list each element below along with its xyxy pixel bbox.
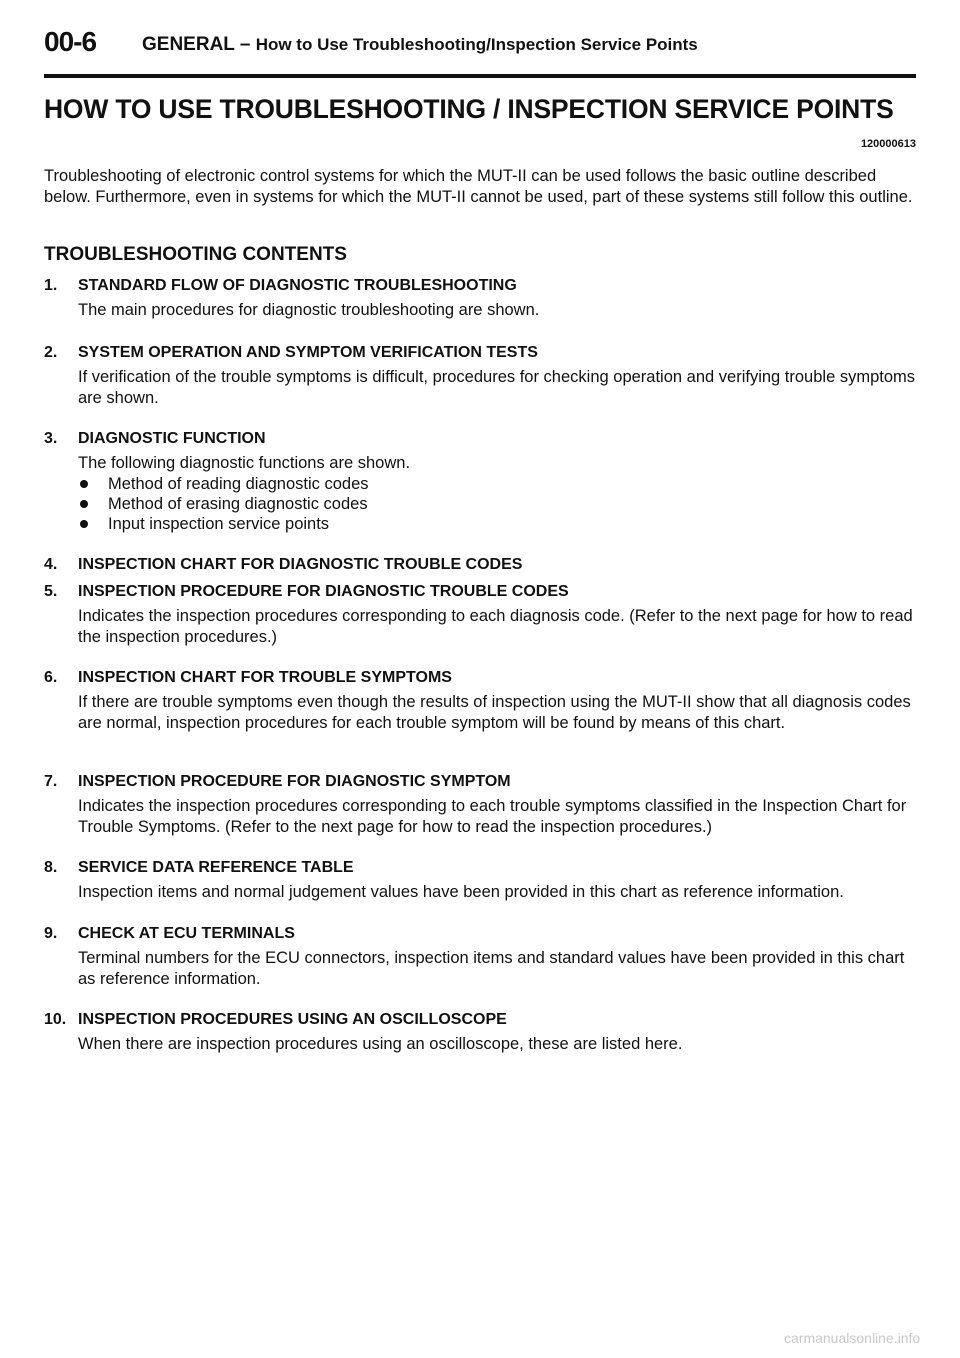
section-9 bbox=[44, 924, 916, 990]
running-head bbox=[142, 34, 698, 56]
section-description: Inspection items and normal judgement values have been provided in this chart as reference information. bbox=[78, 883, 844, 901]
section-number: 9. bbox=[44, 925, 58, 942]
bullet-icon bbox=[80, 500, 88, 508]
contents-heading: TROUBLESHOOTING CONTENTS bbox=[44, 244, 347, 265]
section-number: 6. bbox=[44, 669, 58, 686]
section-title: INSPECTION PROCEDURES USING AN OSCILLOSCOPE bbox=[78, 1011, 507, 1028]
document-code: 120000613 bbox=[860, 138, 916, 150]
section-number: 4. bbox=[44, 556, 58, 573]
section-title: DIAGNOSTIC FUNCTION bbox=[78, 430, 266, 447]
page-title: HOW TO USE TROUBLESHOOTING / INSPECTION SERVICE POINTS bbox=[44, 94, 894, 124]
page-header bbox=[44, 26, 916, 78]
section-number: 3. bbox=[44, 430, 58, 447]
list-item-text: Method of erasing diagnostic codes bbox=[108, 495, 368, 513]
section-5 bbox=[44, 582, 916, 648]
section-title: INSPECTION PROCEDURE FOR DIAGNOSTIC SYMPTOM bbox=[78, 773, 511, 790]
section-number: 5. bbox=[44, 583, 58, 600]
section-heading bbox=[44, 276, 916, 296]
section-heading bbox=[44, 668, 916, 688]
header-rule bbox=[44, 74, 916, 78]
section-description: The following diagnostic functions are shown. bbox=[78, 454, 411, 472]
section-heading bbox=[44, 343, 916, 363]
section-3 bbox=[44, 429, 916, 534]
section-10 bbox=[44, 1010, 916, 1055]
bullet-icon bbox=[80, 480, 88, 488]
section-name: GENERAL bbox=[142, 34, 235, 55]
section-2 bbox=[44, 343, 916, 409]
section-number: 7. bbox=[44, 773, 58, 790]
section-title: SYSTEM OPERATION AND SYMPTOM VERIFICATION TESTS bbox=[78, 344, 538, 361]
section-description: When there are inspection procedures using an oscilloscope, these are listed here. bbox=[78, 1035, 683, 1053]
list-item-text: Input inspection service points bbox=[108, 515, 330, 533]
page-number: 00-6 bbox=[44, 26, 97, 57]
bullet-list bbox=[78, 474, 916, 534]
section-heading bbox=[44, 924, 916, 944]
section-number: 8. bbox=[44, 859, 58, 876]
section-1 bbox=[44, 276, 916, 321]
watermark: carmanualsonline.info bbox=[784, 1330, 921, 1346]
section-description: If verification of the trouble symptoms is difficult, procedures for checking operation and verifying trouble symptoms are shown. bbox=[78, 368, 916, 407]
section-heading bbox=[44, 772, 916, 792]
list-item bbox=[78, 494, 916, 514]
bullet-icon bbox=[80, 520, 88, 528]
list-item bbox=[78, 514, 916, 534]
section-description: Indicates the inspection procedures corresponding to each diagnosis code. (Refer to the next page for how to read the inspection procedures.) bbox=[78, 607, 913, 646]
header-separator: – bbox=[239, 34, 251, 55]
section-number: 2. bbox=[44, 344, 58, 361]
section-6 bbox=[44, 668, 916, 734]
section-description: Terminal numbers for the ECU connectors, inspection items and standard values have been provided in this chart as reference information. bbox=[78, 949, 905, 988]
section-description: The main procedures for diagnostic troubleshooting are shown. bbox=[78, 301, 540, 319]
section-title: INSPECTION CHART FOR TROUBLE SYMPTOMS bbox=[78, 669, 452, 686]
section-heading bbox=[44, 429, 916, 449]
section-4 bbox=[44, 555, 916, 575]
section-description: If there are trouble symptoms even though the results of inspection using the MUT-II show that all diagnosis codes are normal, inspection procedures for each trouble symptom will be found by means of this chart. bbox=[78, 693, 911, 732]
section-heading bbox=[44, 555, 916, 575]
section-8 bbox=[44, 858, 916, 903]
list-item-text: Method of reading diagnostic codes bbox=[108, 475, 369, 493]
section-description: Indicates the inspection procedures corresponding to each trouble symptoms classified in the Inspection Chart for Trouble Symptoms. (Refer to the next page for how to read the inspection procedures.) bbox=[78, 797, 907, 836]
section-title: CHECK AT ECU TERMINALS bbox=[78, 925, 295, 942]
section-heading bbox=[44, 858, 916, 878]
list-item bbox=[78, 474, 916, 494]
header-subject: How to Use Troubleshooting/Inspection Service Points bbox=[255, 35, 698, 54]
section-number: 10. bbox=[44, 1011, 67, 1028]
intro-paragraph: Troubleshooting of electronic control systems for which the MUT-II can be used follows the basic outline described below. Furthermore, even in systems for which the MUT-II cannot be used, part of these systems still follow this outline. bbox=[44, 167, 913, 206]
section-title: INSPECTION PROCEDURE FOR DIAGNOSTIC TROUBLE CODES bbox=[78, 583, 569, 600]
section-number: 1. bbox=[44, 277, 58, 294]
section-title: SERVICE DATA REFERENCE TABLE bbox=[78, 859, 354, 876]
section-title: STANDARD FLOW OF DIAGNOSTIC TROUBLESHOOTING bbox=[78, 277, 517, 294]
section-title: INSPECTION CHART FOR DIAGNOSTIC TROUBLE CODES bbox=[78, 556, 523, 573]
section-heading bbox=[44, 1010, 916, 1030]
section-7 bbox=[44, 772, 916, 838]
section-heading bbox=[44, 582, 916, 602]
